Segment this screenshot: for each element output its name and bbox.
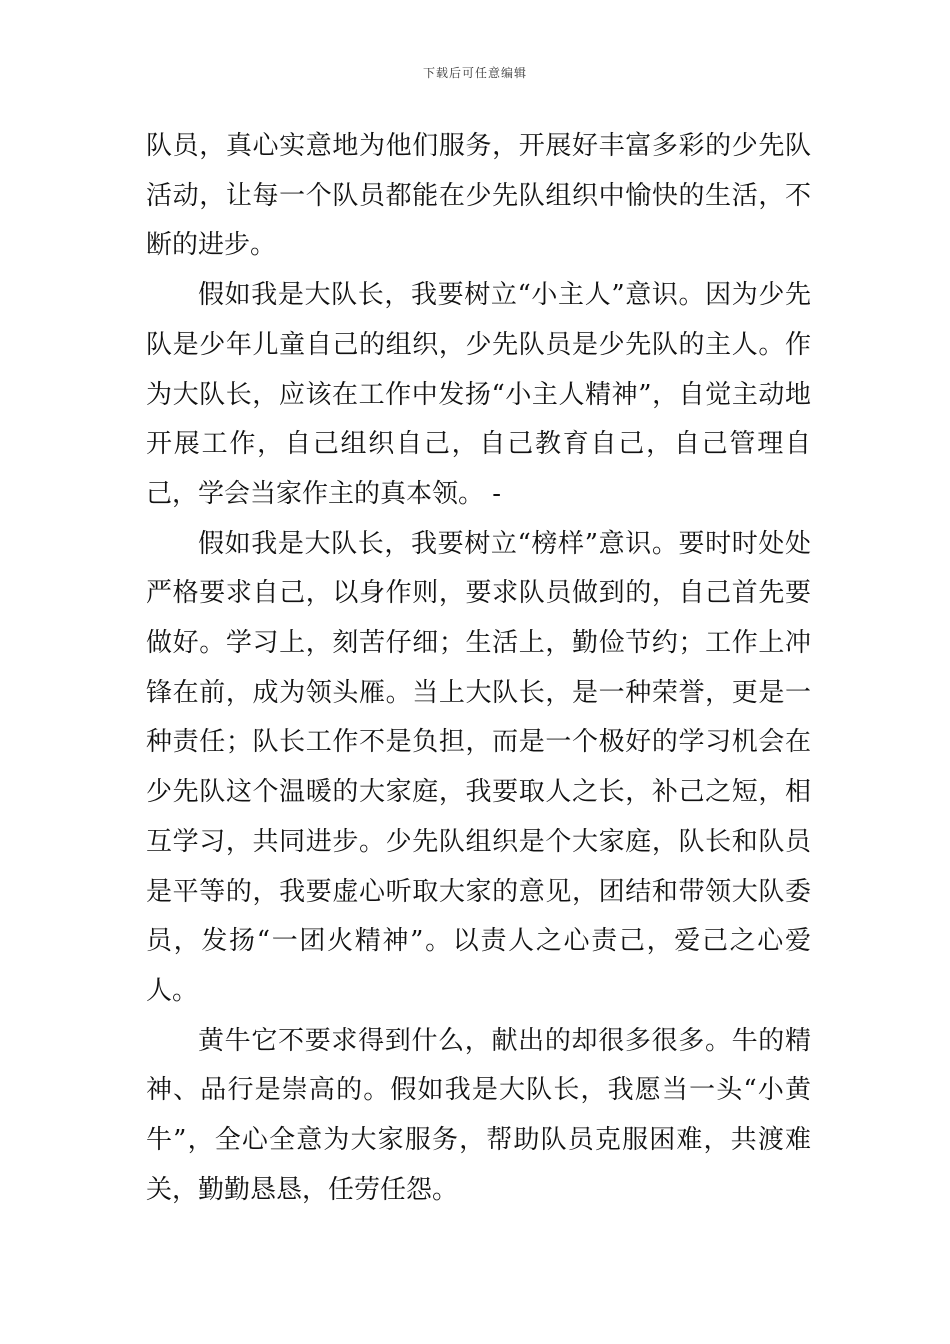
paragraph-3: 假如我是大队长，我要树立“榜样”意识。要时时处处严格要求自己，以身作则，要求队员做到的，自己首先要做好。学习上，刻苦仔细；生活上，勤俭节约；工作上冲锋在前，成为领头雁。当上大队长，是一种荣誉，更是一种责任；队长工作不是负担，而是一个极好的学习机会在少先队这个温暖的大家庭，我要取人之长，补己之短，相互学习，共同进步。少先队组织是个大家庭，队长和队员是平等的，我要虚心听取大家的意见，团结和带领大队委员，发扬“一团火精神”。以责人之心责己，爱己之心爱人。: [146, 528, 811, 1006]
paragraph-2: 假如我是大队长，我要树立“小主人”意识。因为少先队是少年儿童自己的组织，少先队员是少先队的主人。作为大队长，应该在工作中发扬“小主人精神”，自觉主动地开展工作，自己组织自己，自己教育自己，自己管理自己，学会当家作主的真本领。 -: [146, 280, 811, 509]
page-header-note: 下载后可任意编辑: [422, 66, 527, 80]
paragraph-1: 队员，真心实意地为他们服务，开展好丰富多彩的少先队活动，让每一个队员都能在少先队组织中愉快的生活，不断的进步。: [146, 131, 811, 261]
document-body: [146, 122, 811, 1215]
paragraph-4: 黄牛它不要求得到什么，献出的却很多很多。牛的精神、品行是崇高的。假如我是大队长，我愿当一头“小黄牛”，全心全意为大家服务，帮助队员克服困难，共渡难关，勤勤恳恳，任劳任怨。: [146, 1025, 811, 1205]
